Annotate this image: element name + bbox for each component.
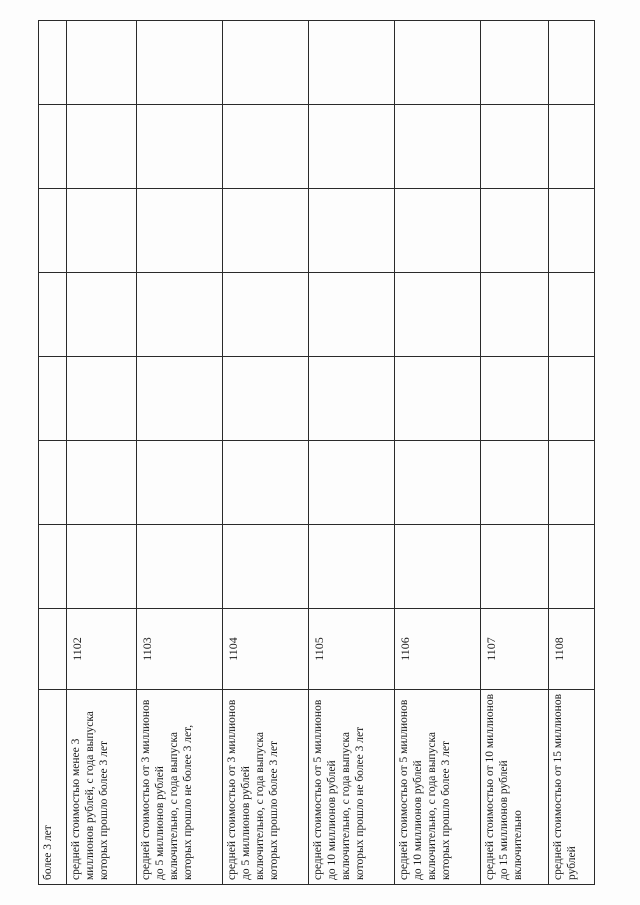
row-name-cell: более 3 лет	[39, 690, 67, 885]
value-cell	[39, 525, 67, 609]
value-cell	[395, 21, 481, 105]
value-cell	[39, 105, 67, 189]
value-cell	[549, 189, 595, 273]
value-cell	[549, 105, 595, 189]
value-cell	[549, 441, 595, 525]
value-cell	[223, 21, 309, 105]
row-code-cell	[39, 609, 67, 690]
value-cell	[309, 105, 395, 189]
table-row	[309, 21, 395, 885]
value-cell	[39, 273, 67, 357]
table-row	[67, 21, 137, 885]
value-cell	[395, 357, 481, 441]
row-name-cell: средней стоимостью от 3 миллионов до 5 миллионов рублей включительно, с года выпуска которых прошло не более 3 лет,	[137, 690, 223, 885]
row-code-cell: 1103	[137, 609, 223, 690]
form-table	[38, 20, 595, 885]
value-cell	[137, 441, 223, 525]
value-cell	[137, 273, 223, 357]
value-cell	[309, 189, 395, 273]
value-cell	[223, 105, 309, 189]
value-cell	[137, 525, 223, 609]
value-cell	[395, 273, 481, 357]
row-code-cell: 1104	[223, 609, 309, 690]
value-cell	[67, 105, 137, 189]
value-cell	[481, 189, 549, 273]
table-row	[481, 21, 549, 885]
table-row	[223, 21, 309, 885]
value-cell	[309, 525, 395, 609]
value-cell	[223, 525, 309, 609]
value-cell	[395, 189, 481, 273]
value-cell	[67, 273, 137, 357]
value-cell	[481, 21, 549, 105]
value-cell	[223, 189, 309, 273]
value-cell	[481, 525, 549, 609]
value-cell	[67, 21, 137, 105]
value-cell	[309, 273, 395, 357]
value-cell	[39, 21, 67, 105]
value-cell	[39, 189, 67, 273]
value-cell	[309, 441, 395, 525]
row-name-cell: средней стоимостью от 3 миллионов до 5 миллионов рублей включительно, с года выпуска которых прошло более 3 лет	[223, 690, 309, 885]
table-row	[549, 21, 595, 885]
value-cell	[67, 441, 137, 525]
row-code-cell: 1105	[309, 609, 395, 690]
row-code-cell: 1106	[395, 609, 481, 690]
row-name-cell: средней стоимостью от 5 миллионов до 10 миллионов рублей включительно, с года выпуска которых прошло более 3 лет	[395, 690, 481, 885]
table-row	[137, 21, 223, 885]
row-name-cell: средней стоимостью менее 3 миллионов рублей, с года выпуска которых прошло более 3 лет	[67, 690, 137, 885]
row-code-cell: 1107	[481, 609, 549, 690]
value-cell	[223, 357, 309, 441]
value-cell	[395, 105, 481, 189]
row-name-cell: средней стоимостью от 5 миллионов до 10 миллионов рублей включительно, с года выпуска которых прошло не более 3 лет	[309, 690, 395, 885]
row-name-cell: средней стоимостью от 15 миллионов рублей	[549, 690, 595, 885]
value-cell	[223, 273, 309, 357]
value-cell	[67, 189, 137, 273]
value-cell	[481, 357, 549, 441]
value-cell	[481, 273, 549, 357]
value-cell	[67, 525, 137, 609]
table-row	[395, 21, 481, 885]
value-cell	[137, 105, 223, 189]
value-cell	[481, 441, 549, 525]
row-code-cell: 1108	[549, 609, 595, 690]
value-cell	[309, 21, 395, 105]
value-cell	[137, 21, 223, 105]
value-cell	[39, 357, 67, 441]
value-cell	[395, 441, 481, 525]
value-cell	[309, 357, 395, 441]
value-cell	[39, 441, 67, 525]
rotated-table-container	[38, 20, 603, 885]
value-cell	[549, 273, 595, 357]
value-cell	[137, 189, 223, 273]
row-name-cell: средней стоимостью от 10 миллионов до 15 миллионов рублей включительно	[481, 690, 549, 885]
value-cell	[137, 357, 223, 441]
value-cell	[549, 357, 595, 441]
value-cell	[223, 441, 309, 525]
row-code-cell: 1102	[67, 609, 137, 690]
value-cell	[549, 21, 595, 105]
value-cell	[67, 357, 137, 441]
value-cell	[395, 525, 481, 609]
value-cell	[481, 105, 549, 189]
table-row	[39, 21, 67, 885]
value-cell	[549, 525, 595, 609]
